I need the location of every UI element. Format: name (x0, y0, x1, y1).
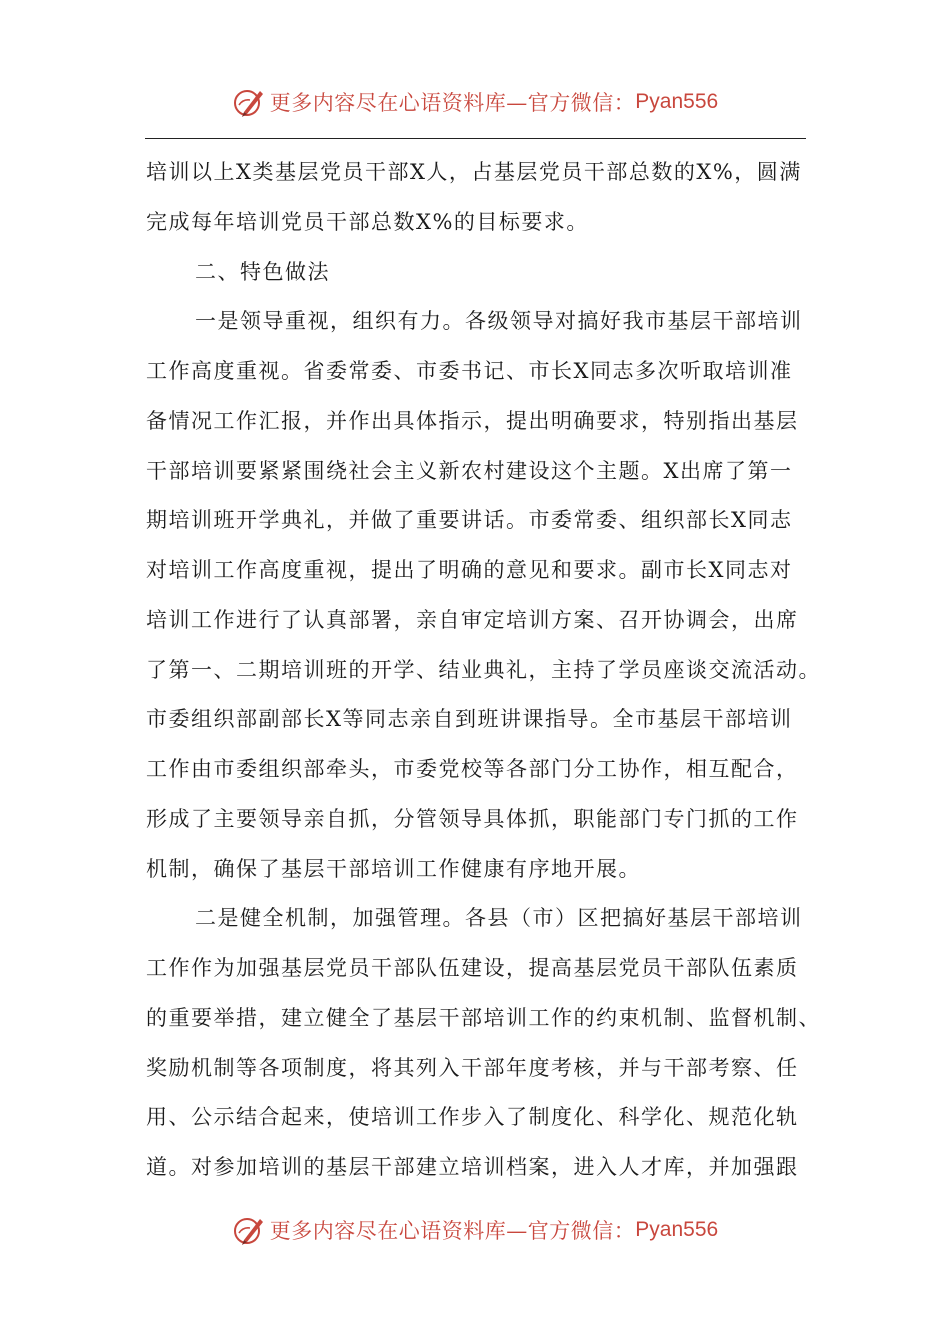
text-line: 期培训班开学典礼，并做了重要讲话。市委常委、组织部长X同志 (146, 508, 793, 533)
text-line: 工作作为加强基层党员干部队伍建设，提高基层党员干部队伍素质 (146, 956, 799, 980)
footer-banner-id: Pyan556 (635, 1218, 719, 1241)
text-line: 二是健全机制，加强管理。各县（市）区把搞好基层干部培训 (195, 906, 803, 931)
header-rule (145, 138, 806, 139)
text-line: 了第一、二期培训班的开学、结业典礼，主持了学员座谈交流活动。 (146, 657, 821, 682)
pen-logo-icon (232, 85, 266, 119)
text-line: 完成每年培训党员干部总数X%的目标要求。 (146, 209, 589, 234)
text-line: 用、公示结合起来，使培训工作步入了制度化、科学化、规范化轨 (146, 1105, 799, 1130)
text-line: 市委组织部副部长X等同志亲自到班讲课指导。全市基层干部培训 (146, 707, 793, 732)
text-line: 工作高度重视。省委常委、市委书记、市长X同志多次听取培训准 (146, 359, 793, 383)
text-line: 机制，确保了基层干部培训工作健康有序地开展。 (146, 856, 641, 881)
text-line: 对培训工作高度重视，提出了明确的意见和要求。副市长X同志对 (146, 558, 793, 582)
text-line: 干部培训要紧紧围绕社会主义新农村建设这个主题。X出席了第一 (146, 458, 793, 483)
document-body (146, 148, 821, 1193)
header-banner-id: Pyan556 (635, 90, 719, 113)
text-line: 形成了主要领导亲自抓，分管领导具体抓，职能部门专门抓的工作 (146, 806, 799, 831)
text-line: 备情况工作汇报，并作出具体指示，提出明确要求，特别指出基层 (146, 408, 799, 433)
text-line: 道。对参加培训的基层干部建立培训档案，进入人才库，并加强跟 (146, 1155, 799, 1179)
footer-banner (0, 1208, 950, 1252)
text-line: 培训工作进行了认真部署，亲自审定培训方案、召开协调会，出席 (146, 607, 799, 632)
header-banner (0, 80, 950, 124)
footer-banner-text: 更多内容尽在心语资料库—官方微信： (269, 1219, 636, 1243)
text-line: 奖励机制等各项制度，将其列入干部年度考核，并与干部考察、任 (146, 1055, 799, 1080)
section-heading: 二、特色做法 (195, 259, 330, 284)
pen-logo-icon (232, 1213, 266, 1247)
header-banner-text: 更多内容尽在心语资料库—官方微信： (269, 91, 636, 115)
text-line: 工作由市委组织部牵头，市委党校等各部门分工协作，相互配合， (146, 757, 799, 781)
text-line: 一是领导重视，组织有力。各级领导对搞好我市基层干部培训 (195, 309, 803, 334)
text-line: 培训以上X类基层党员干部X人，占基层党员干部总数的X%，圆满 (146, 160, 802, 184)
text-line: 的重要举措，建立健全了基层干部培训工作的约束机制、监督机制、 (146, 1005, 821, 1030)
